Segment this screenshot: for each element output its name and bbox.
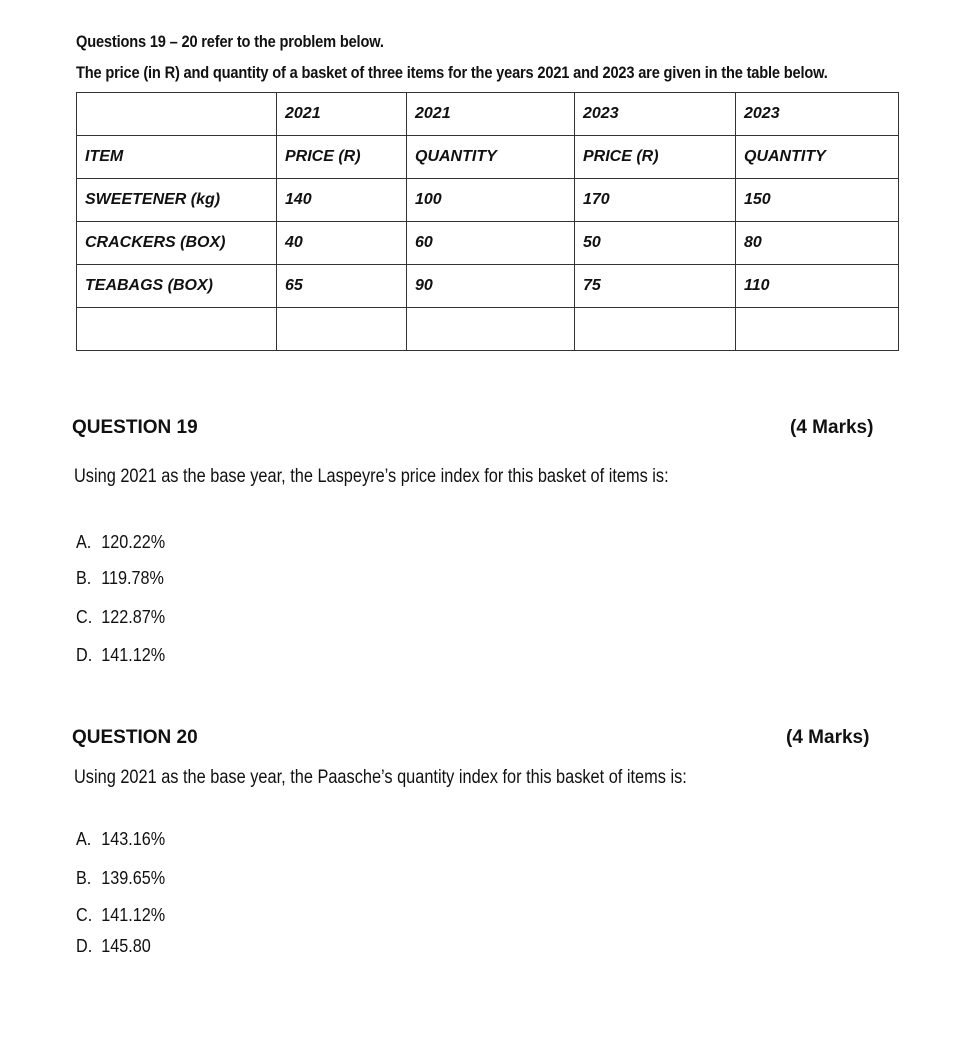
option-value: 141.12%	[101, 905, 166, 925]
q20-option-b[interactable]	[76, 868, 165, 889]
empty-row	[77, 308, 899, 351]
table-cell: 40	[277, 222, 407, 265]
year-cell	[77, 93, 277, 136]
option-value: 141.12%	[101, 645, 166, 665]
header-row	[77, 136, 899, 179]
q19-option-b[interactable]	[76, 568, 164, 589]
option-value: 120.22%	[101, 532, 166, 552]
table-row	[77, 222, 899, 265]
question-20-marks: (4 Marks)	[786, 727, 870, 748]
table-cell: 80	[736, 222, 899, 265]
year-cell: 2021	[277, 93, 407, 136]
option-value: 122.87%	[101, 607, 166, 627]
year-cell: 2021	[407, 93, 575, 136]
header-cell: PRICE (R)	[277, 136, 407, 179]
option-letter: A.	[76, 532, 92, 552]
question-19-text: Using 2021 as the base year, the Laspeyre’s price index for this basket of items is:	[74, 466, 669, 487]
option-letter: C.	[76, 607, 93, 627]
q20-option-a[interactable]	[76, 829, 165, 850]
option-letter: A.	[76, 829, 92, 849]
question-19-marks: (4 Marks)	[790, 417, 874, 438]
table-cell: SWEETENER (kg)	[77, 179, 277, 222]
table-cell: 110	[736, 265, 899, 308]
header-cell: ITEM	[77, 136, 277, 179]
table-cell: 170	[575, 179, 736, 222]
q19-option-c[interactable]	[76, 607, 165, 628]
table-cell: CRACKERS (BOX)	[77, 222, 277, 265]
question-20-text: Using 2021 as the base year, the Paasche’s quantity index for this basket of items is:	[74, 767, 687, 788]
option-letter: D.	[76, 645, 93, 665]
q20-option-d[interactable]	[76, 936, 151, 957]
empty-cell	[407, 308, 575, 351]
question-20-title: QUESTION 20	[72, 727, 198, 748]
intro-description: The price (in R) and quantity of a basket of three items for the years 2021 and 2023 are given in the table below.	[76, 63, 828, 82]
intro-heading: Questions 19 – 20 refer to the problem below.	[76, 32, 384, 51]
empty-cell	[77, 308, 277, 351]
empty-cell	[736, 308, 899, 351]
q19-option-a[interactable]	[76, 532, 165, 553]
table-cell: 140	[277, 179, 407, 222]
option-value: 143.16%	[101, 829, 166, 849]
q19-option-d[interactable]	[76, 645, 165, 666]
year-cell: 2023	[736, 93, 899, 136]
option-letter: B.	[76, 568, 92, 588]
year-row	[77, 93, 899, 136]
option-letter: C.	[76, 905, 93, 925]
option-value: 139.65%	[101, 868, 166, 888]
q20-option-c[interactable]	[76, 905, 165, 926]
year-cell: 2023	[575, 93, 736, 136]
option-value: 119.78%	[101, 568, 164, 588]
table-cell: 65	[277, 265, 407, 308]
option-value: 145.80	[101, 936, 151, 956]
option-letter: B.	[76, 868, 92, 888]
table-cell: 50	[575, 222, 736, 265]
price-quantity-table	[76, 92, 899, 351]
table-cell: 90	[407, 265, 575, 308]
table-cell: TEABAGS (BOX)	[77, 265, 277, 308]
header-cell: QUANTITY	[736, 136, 899, 179]
question-19-title: QUESTION 19	[72, 417, 198, 438]
header-cell: QUANTITY	[407, 136, 575, 179]
table-cell: 150	[736, 179, 899, 222]
empty-cell	[575, 308, 736, 351]
table-cell: 75	[575, 265, 736, 308]
table-cell: 100	[407, 179, 575, 222]
empty-cell	[277, 308, 407, 351]
table-row	[77, 179, 899, 222]
table-cell: 60	[407, 222, 575, 265]
header-cell: PRICE (R)	[575, 136, 736, 179]
table-row	[77, 265, 899, 308]
option-letter: D.	[76, 936, 93, 956]
